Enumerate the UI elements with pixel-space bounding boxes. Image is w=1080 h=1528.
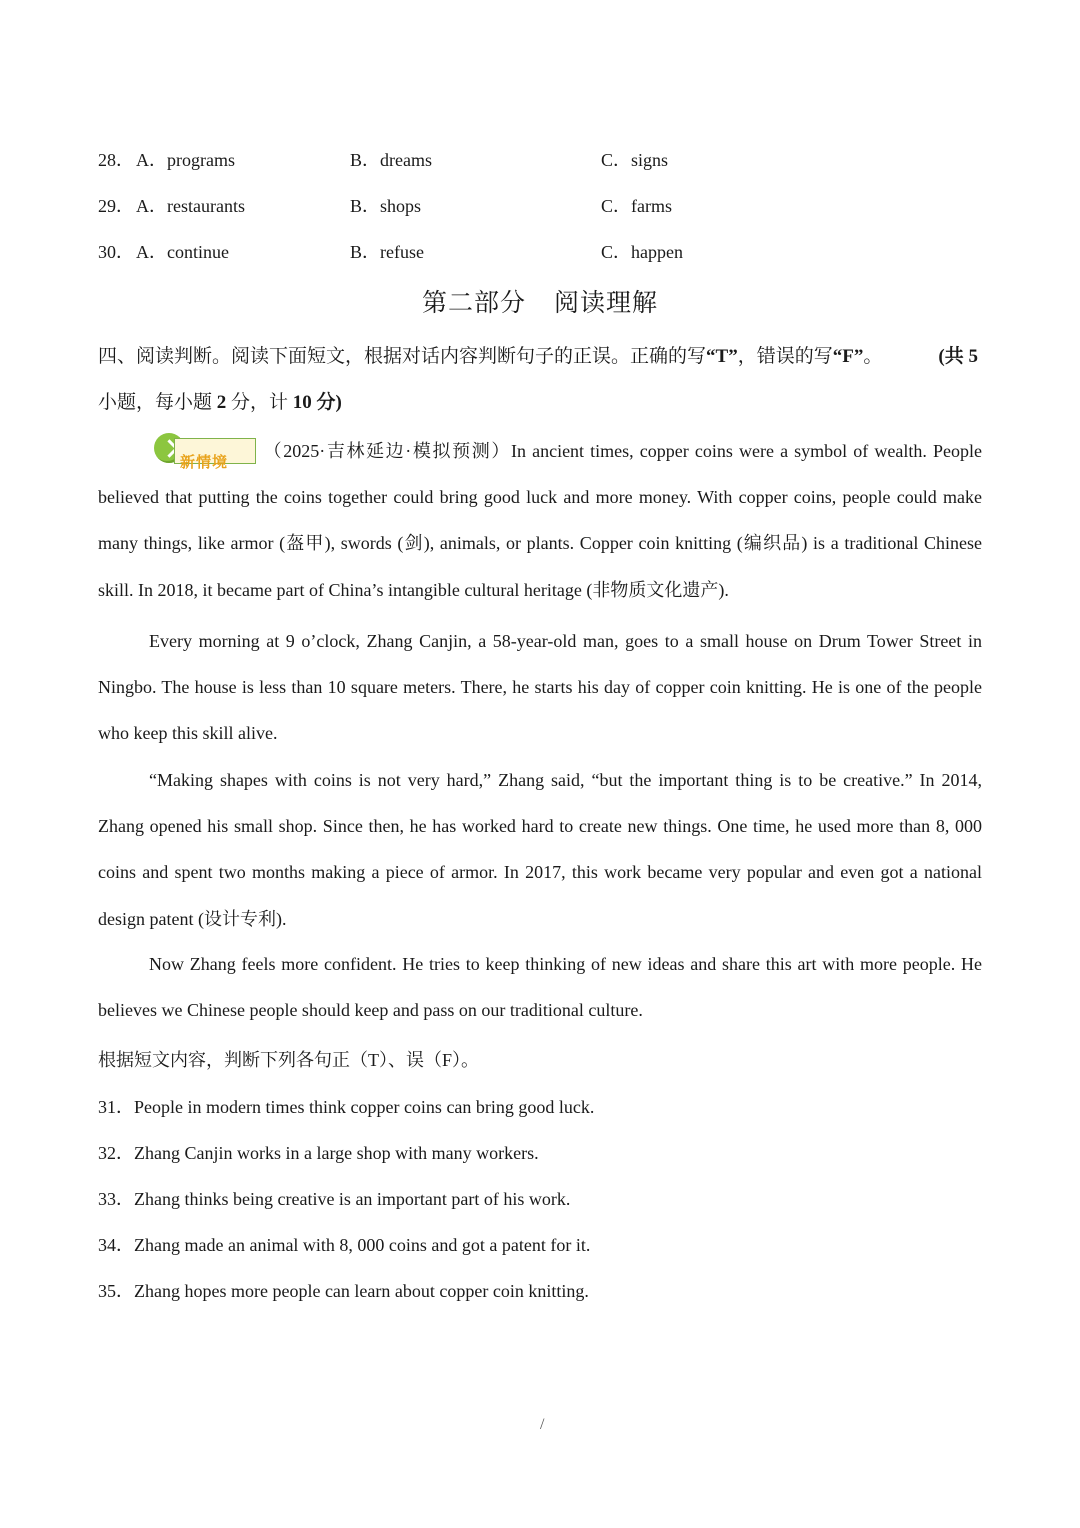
option-b: B．shops xyxy=(350,196,422,216)
new-context-badge xyxy=(150,433,256,471)
passage-text: In ancient times, copper coins were a symbol of wealth. People believed that putting the coins together could bring good luck and more money. With copper coins, people could make many things, like armor (盔甲), swords (剑), animals, or plants. Copper coin knitting (编织品) is a traditional Chinese skill. In 2018, it became part of China’s intangible cultural heritage (非物质文化遗产). xyxy=(98,441,982,600)
task-instruction: 根据短文内容，判断下列各句正（T）、误（F）。 xyxy=(98,1050,480,1070)
true-mark: “T” xyxy=(706,346,738,367)
question-29-options xyxy=(98,192,998,222)
passage-paragraph-4 xyxy=(98,941,982,1033)
instruction-text: 小题，每小题 xyxy=(98,392,217,413)
option-a: A．programs xyxy=(136,150,235,170)
option-c: C．happen xyxy=(601,242,683,262)
question-33: 33．Zhang thinks being creative is an important part of his work. xyxy=(98,1189,571,1209)
section-name: 阅读理解 xyxy=(554,290,659,317)
passage-text: Now Zhang feels more confident. He tries to keep thinking of new ideas and share this art with more people. He believes we Chinese people should keep and pass on our traditional culture. xyxy=(98,954,982,1021)
section-title xyxy=(0,283,1080,319)
page-footer: / xyxy=(540,1416,545,1433)
question-30-options xyxy=(98,238,998,268)
option-c: C．farms xyxy=(601,196,672,216)
instruction-line-2 xyxy=(98,387,982,414)
option-b: B．refuse xyxy=(350,242,424,262)
passage-text: Every morning at 9 o’clock, Zhang Canjin, a 58-year-old man, goes to a small house on Drum Tower Street in Ningbo. The house is less than 10 square meters. There, he starts his day of copper coin knitting. He is one of the people who keep this skill alive. xyxy=(98,631,982,744)
question-number: 28． xyxy=(98,150,134,170)
instruction-text: 分，计 xyxy=(226,392,293,413)
question-35: 35．Zhang hopes more people can learn about copper coin knitting. xyxy=(98,1281,589,1301)
score-value: 10 xyxy=(292,392,312,413)
question-number: 29． xyxy=(98,196,134,216)
passage-paragraph-1 xyxy=(98,428,982,613)
option-a: A．continue xyxy=(136,242,229,262)
question-31: 31．People in modern times think copper coins can bring good luck. xyxy=(98,1097,595,1117)
passage-source: （2025·吉林延边·模拟预测） xyxy=(262,441,511,461)
instruction-text: 。 xyxy=(863,346,883,367)
score-value: 2 xyxy=(216,392,227,413)
passage-paragraph-2 xyxy=(98,618,982,757)
instruction-line-1 xyxy=(98,341,982,368)
question-32: 32．Zhang Canjin works in a large shop with many workers. xyxy=(98,1143,539,1163)
question-28-options xyxy=(98,146,998,176)
badge-label: 新情境 xyxy=(180,453,229,471)
score-info: 分) xyxy=(311,392,342,413)
option-c: C．signs xyxy=(601,150,669,170)
option-b: B．dreams xyxy=(350,150,432,170)
passage-text: “Making shapes with coins is not very hard,” Zhang said, “but the important thing is to be creative.” In 2014, Zhang opened his small shop. Since then, he has worked hard to create new things. One time, he used more than 8, 000 coins and spent two months making a piece of armor. In 2017, this work became very popular and even got a national design patent (设计专利). xyxy=(98,770,982,929)
section-part: 第二部分 xyxy=(421,290,526,317)
question-34: 34．Zhang made an animal with 8, 000 coins and got a patent for it. xyxy=(98,1235,591,1255)
question-number: 30． xyxy=(98,242,134,262)
instruction-text: ，错误的写 xyxy=(737,346,833,367)
score-info: (共 5 xyxy=(938,346,978,367)
passage-paragraph-3 xyxy=(98,757,982,942)
false-mark: “F” xyxy=(832,346,864,367)
option-a: A．restaurants xyxy=(136,196,245,216)
instruction-text: 四、阅读判断。阅读下面短文，根据对话内容判断句子的正误。正确的写 xyxy=(98,346,707,367)
